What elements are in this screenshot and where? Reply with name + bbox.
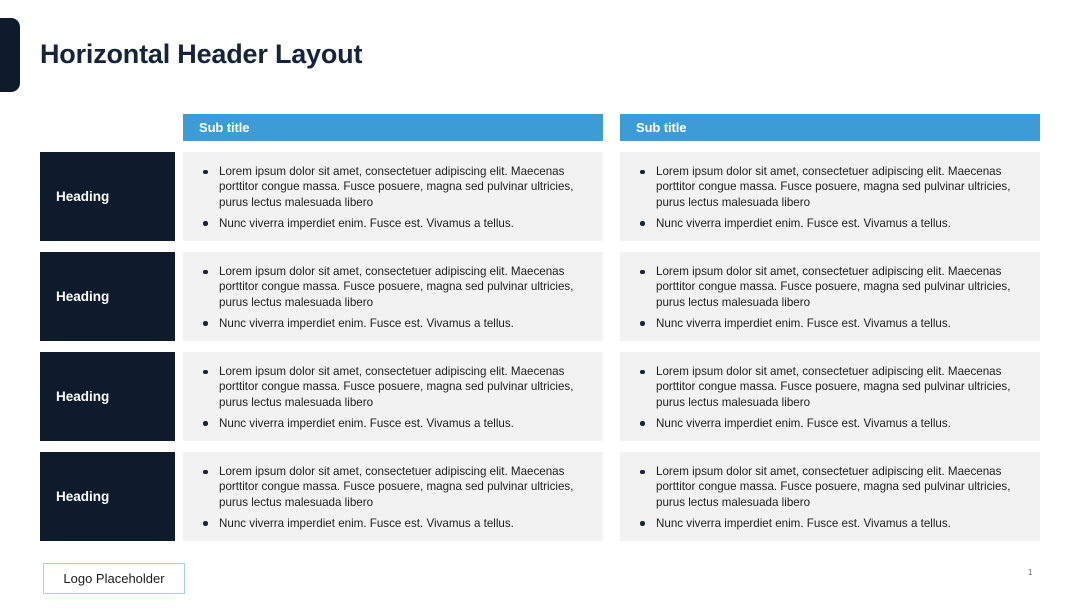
page-number: 1 <box>1028 568 1033 577</box>
row-cells <box>183 252 1040 341</box>
bullet-list <box>197 464 589 531</box>
bullet-list <box>634 164 1026 231</box>
bullet-item: Nunc viverra imperdiet enim. Fusce est. Vivamus a tellus. <box>197 416 589 431</box>
content-cell <box>620 352 1040 441</box>
bullet-list <box>197 364 589 431</box>
bullet-item: Lorem ipsum dolor sit amet, consectetuer adipiscing elit. Maecenas porttitor congue massa. Fusce posuere, magna sed pulvinar ultricies, purus lectus malesuada libero <box>197 364 589 410</box>
row-heading: Heading <box>40 252 175 341</box>
content-cell <box>183 452 603 541</box>
table-row <box>40 152 1040 241</box>
content-cell <box>183 152 603 241</box>
row-cells <box>183 452 1040 541</box>
bullet-item: Lorem ipsum dolor sit amet, consectetuer adipiscing elit. Maecenas porttitor congue massa. Fusce posuere, magna sed pulvinar ultricies, purus lectus malesuada libero <box>634 364 1026 410</box>
page-title: Horizontal Header Layout <box>40 39 363 69</box>
bullet-list <box>197 164 589 231</box>
content-cell <box>620 452 1040 541</box>
row-heading: Heading <box>40 452 175 541</box>
bullet-item: Nunc viverra imperdiet enim. Fusce est. Vivamus a tellus. <box>197 516 589 531</box>
content-cell <box>183 252 603 341</box>
content-rows <box>40 152 1040 541</box>
bullet-item: Nunc viverra imperdiet enim. Fusce est. Vivamus a tellus. <box>634 216 1026 231</box>
row-heading: Heading <box>40 352 175 441</box>
bullet-item: Nunc viverra imperdiet enim. Fusce est. Vivamus a tellus. <box>634 316 1026 331</box>
bullet-item: Nunc viverra imperdiet enim. Fusce est. Vivamus a tellus. <box>197 216 589 231</box>
bullet-item: Nunc viverra imperdiet enim. Fusce est. Vivamus a tellus. <box>197 316 589 331</box>
content-cell <box>183 352 603 441</box>
table-row <box>40 352 1040 441</box>
accent-tab-decoration <box>0 18 20 92</box>
bullet-item: Lorem ipsum dolor sit amet, consectetuer adipiscing elit. Maecenas porttitor congue massa. Fusce posuere, magna sed pulvinar ultricies, purus lectus malesuada libero <box>634 264 1026 310</box>
bullet-item: Lorem ipsum dolor sit amet, consectetuer adipiscing elit. Maecenas porttitor congue massa. Fusce posuere, magna sed pulvinar ultricies, purus lectus malesuada libero <box>197 464 589 510</box>
bullet-list <box>197 264 589 331</box>
content-cell <box>620 252 1040 341</box>
bullet-list <box>634 364 1026 431</box>
bullet-item: Lorem ipsum dolor sit amet, consectetuer adipiscing elit. Maecenas porttitor congue massa. Fusce posuere, magna sed pulvinar ultricies, purus lectus malesuada libero <box>634 464 1026 510</box>
row-cells <box>183 352 1040 441</box>
table-row <box>40 452 1040 541</box>
column-header-row <box>183 114 1040 141</box>
bullet-item: Nunc viverra imperdiet enim. Fusce est. Vivamus a tellus. <box>634 516 1026 531</box>
bullet-item: Lorem ipsum dolor sit amet, consectetuer adipiscing elit. Maecenas porttitor congue massa. Fusce posuere, magna sed pulvinar ultricies, purus lectus malesuada libero <box>197 164 589 210</box>
row-cells <box>183 152 1040 241</box>
table-row <box>40 252 1040 341</box>
bullet-list <box>634 264 1026 331</box>
bullet-item: Lorem ipsum dolor sit amet, consectetuer adipiscing elit. Maecenas porttitor congue massa. Fusce posuere, magna sed pulvinar ultricies, purus lectus malesuada libero <box>634 164 1026 210</box>
bullet-item: Lorem ipsum dolor sit amet, consectetuer adipiscing elit. Maecenas porttitor congue massa. Fusce posuere, magna sed pulvinar ultricies, purus lectus malesuada libero <box>197 264 589 310</box>
bullet-list <box>634 464 1026 531</box>
column-header-2: Sub title <box>620 114 1040 141</box>
bullet-item: Nunc viverra imperdiet enim. Fusce est. Vivamus a tellus. <box>634 416 1026 431</box>
logo-placeholder: Logo Placeholder <box>43 563 185 594</box>
column-header-1: Sub title <box>183 114 603 141</box>
row-heading: Heading <box>40 152 175 241</box>
content-cell <box>620 152 1040 241</box>
